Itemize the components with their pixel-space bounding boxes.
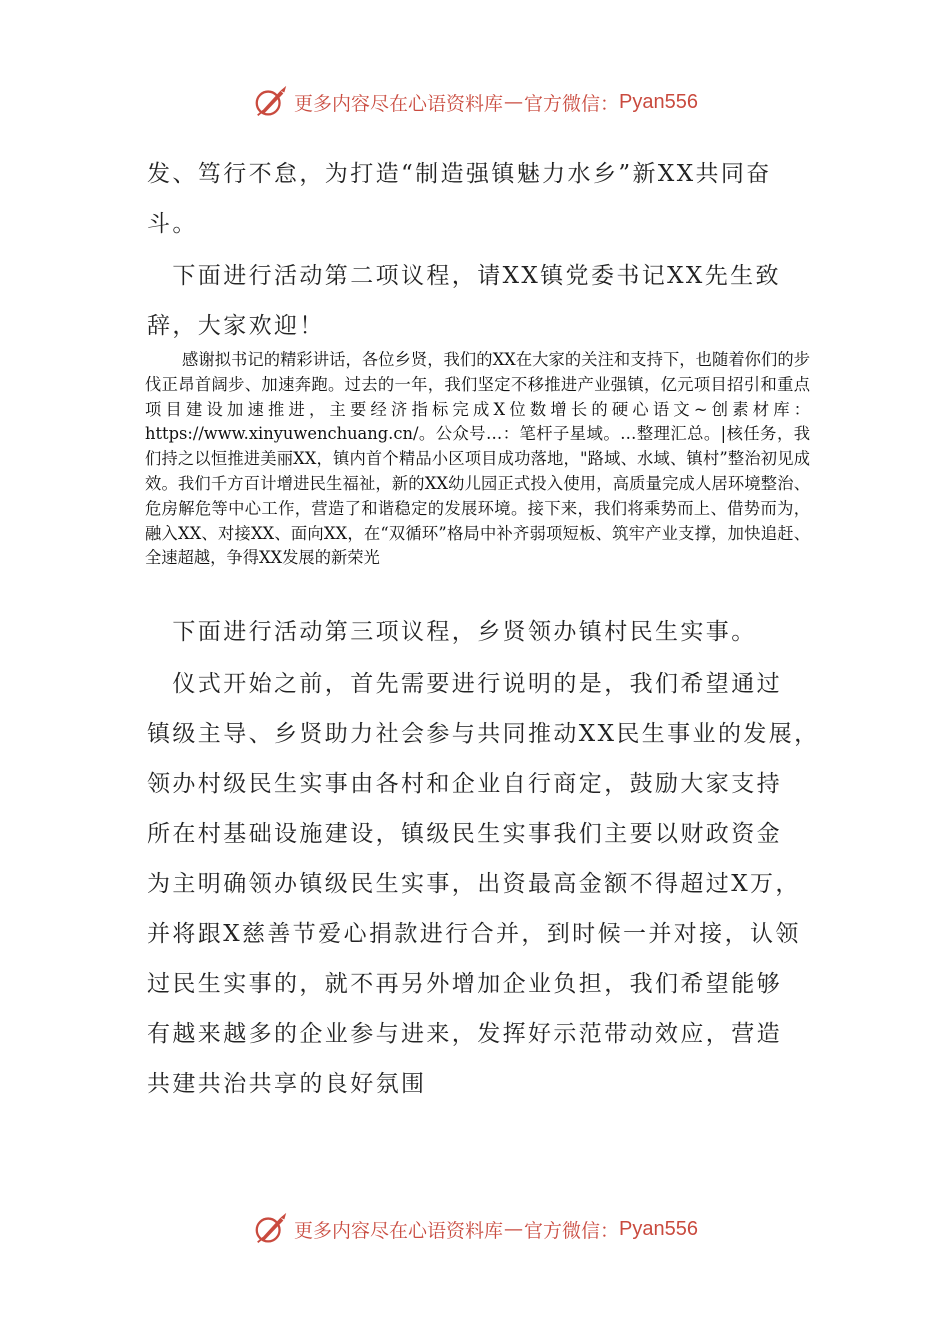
body-line: 并将跟X慈善节爱心捐款进行合并，到时候一并对接，认领: [147, 921, 801, 947]
watermark-site-name: 更多内容尽在心语资料库: [294, 92, 504, 115]
watermark-site-name: 更多内容尽在心语资料库: [294, 1219, 504, 1242]
body-line: 为主明确领办镇级民生实事，出资最高金额不得超过X万，: [147, 871, 801, 897]
watermark-header: [0, 83, 950, 121]
body-line: 下面进行活动第二项议程，请XX镇党委书记XX先生致: [147, 263, 781, 289]
watermark-wechat-id: Pyan556: [619, 90, 698, 113]
watermark-wechat-id: Pyan556: [619, 1217, 698, 1240]
watermark-separator: —: [504, 1218, 524, 1240]
body-line: 有越来越多的企业参与进来，发挥好示范带动效应，营造: [147, 1021, 782, 1047]
body-line: 下面进行活动第三项议程，乡贤领办镇村民生实事。: [147, 619, 757, 645]
body-line: 镇级主导、乡贤助力社会参与共同推动XX民生事业的发展，: [147, 721, 820, 747]
watermark-separator: —: [504, 91, 524, 113]
body-line: 所在村基础设施建设，镇级民生实事我们主要以财政资金: [147, 821, 782, 847]
body-line: 过民生实事的，就不再另外增加企业负担，我们希望能够: [147, 971, 782, 997]
body-line: 领办村级民生实事由各村和企业自行商定，鼓励大家支持: [147, 771, 782, 797]
watermark-wechat-label: 官方微信：: [524, 93, 620, 115]
body-line: 仪式开始之前，首先需要进行说明的是，我们希望通过: [147, 671, 782, 697]
body-line: 共建共治共享的良好氛围: [147, 1071, 427, 1097]
body-line: 辞，大家欢迎！: [147, 313, 325, 339]
body-line: 发、笃行不怠，为打造“制造强镇魅力水乡”新XX共同奋: [147, 161, 772, 187]
body-line: 斗。: [147, 211, 198, 237]
watermark-wechat-label: 官方微信：: [524, 1220, 620, 1242]
quill-logo-icon: [252, 83, 290, 121]
speech-paragraph: 感谢拟书记的精彩讲话，各位乡贤，我们的XX在大家的关注和支持下，也随着你们的步伐正昂首阔步、加速奔跑。过去的一年，我们坚定不移推进产业强镇，亿元项目招引和重点项目建设加速推进，主要经济指标完成X位数增长的硬心语文~创素材库：https://www.xinyuwenchuang.cn/。公众号…：笔杆子星域。…整理汇总。|核任务，我们持之以恒推进美丽XX，镇内首个精品小区项目成功落地，"路域、水域、镇村”整治初见成效。我们千方百计增进民生福祉，新的XX幼儿园正式投入使用，高质量完成人居环境整治、危房解危等中心工作，营造了和谐稳定的发展环境。接下来，我们将乘势而上、借势而为，融入XX、对接XX、面向XX，在“双循环”格局中补齐弱项短板、筑牢产业支撑，加快追赶、全速超越，争得XX发展的新荣光: [145, 350, 810, 568]
quill-logo-icon: [252, 1210, 290, 1248]
watermark-footer: [0, 1210, 950, 1248]
